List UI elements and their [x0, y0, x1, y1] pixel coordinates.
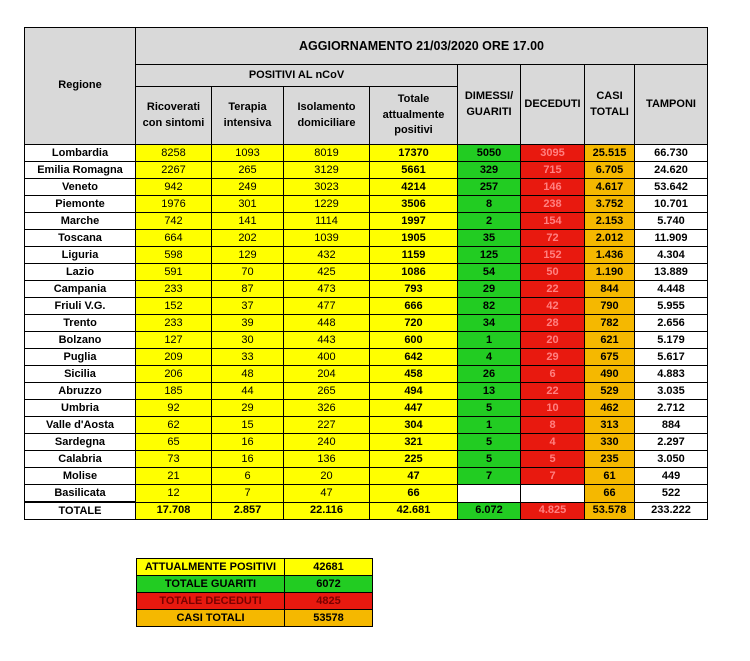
cell-deceduti: 4 — [521, 434, 585, 451]
cell-casi: 844 — [585, 281, 635, 298]
header-ricoverati: Ricoverati con sintomi — [136, 87, 212, 145]
summary-row — [137, 610, 373, 627]
table-row — [25, 281, 708, 298]
cell-regione: Marche — [25, 213, 136, 230]
cell-dimessi: 125 — [458, 247, 521, 264]
cell-terapia: 70 — [212, 264, 284, 281]
cell-casi: 782 — [585, 315, 635, 332]
cell-ricoverati: 127 — [136, 332, 212, 349]
summary-row — [137, 576, 373, 593]
cell-ricoverati: 942 — [136, 179, 212, 196]
cell-casi: 675 — [585, 349, 635, 366]
cell-ricoverati: 2267 — [136, 162, 212, 179]
cell-terapia: 37 — [212, 298, 284, 315]
cell-totale: 458 — [370, 366, 458, 383]
cell-deceduti — [521, 485, 585, 503]
cell-deceduti: 29 — [521, 349, 585, 366]
cell-ricoverati: 152 — [136, 298, 212, 315]
cell-casi: 1.190 — [585, 264, 635, 281]
cell-isolamento: 443 — [284, 332, 370, 349]
cell-isolamento: 400 — [284, 349, 370, 366]
cell-casi: 4.617 — [585, 179, 635, 196]
cell-dimessi: 54 — [458, 264, 521, 281]
cell-totale: 17370 — [370, 145, 458, 162]
cell-casi: 1.436 — [585, 247, 635, 264]
cell-dimessi: 26 — [458, 366, 521, 383]
cell-totale: 666 — [370, 298, 458, 315]
cell-casi: 529 — [585, 383, 635, 400]
cell-ricoverati: 598 — [136, 247, 212, 264]
cell-regione: Puglia — [25, 349, 136, 366]
cell-regione: Trento — [25, 315, 136, 332]
cell-tamponi: 4.304 — [635, 247, 708, 264]
cell-isolamento: 425 — [284, 264, 370, 281]
cell-deceduti: 5 — [521, 451, 585, 468]
cell-ricoverati: 742 — [136, 213, 212, 230]
cell-casi: 2.012 — [585, 230, 635, 247]
update-title: AGGIORNAMENTO 21/03/2020 ORE 17.00 — [136, 28, 708, 65]
table-row — [25, 468, 708, 485]
table-row — [25, 417, 708, 434]
cell-terapia: 16 — [212, 451, 284, 468]
header-dimessi: DIMESSI/ GUARITI — [458, 65, 521, 145]
table-row — [25, 179, 708, 196]
cell-tamponi: 10.701 — [635, 196, 708, 213]
cell-ricoverati: 233 — [136, 281, 212, 298]
cell-totale: 447 — [370, 400, 458, 417]
cell-ricoverati: 21 — [136, 468, 212, 485]
cell-regione: Umbria — [25, 400, 136, 417]
table-row — [25, 383, 708, 400]
cell-dimessi — [458, 485, 521, 503]
cell-casi: 66 — [585, 485, 635, 503]
cell-regione: Piemonte — [25, 196, 136, 213]
cell-terapia: 141 — [212, 213, 284, 230]
header-positivi-group: POSITIVI AL nCoV — [136, 65, 458, 87]
summary-label: TOTALE GUARITI — [137, 576, 285, 593]
cell-ricoverati: 8258 — [136, 145, 212, 162]
table-row — [25, 298, 708, 315]
cell-totale: 1086 — [370, 264, 458, 281]
cell-ricoverati: 62 — [136, 417, 212, 434]
cell-isolamento: 136 — [284, 451, 370, 468]
cell-isolamento: 432 — [284, 247, 370, 264]
cell-tamponi: 2.297 — [635, 434, 708, 451]
header-regione: Regione — [25, 28, 136, 145]
summary-value: 53578 — [285, 610, 373, 627]
cell-deceduti: 10 — [521, 400, 585, 417]
cell-casi: 3.752 — [585, 196, 635, 213]
cell-regione: Basilicata — [25, 485, 136, 503]
cell-isolamento: 3129 — [284, 162, 370, 179]
report-page — [24, 24, 730, 654]
cell-terapia: 87 — [212, 281, 284, 298]
cell-isolamento: 20 — [284, 468, 370, 485]
table-row — [25, 332, 708, 349]
cell-dimessi: 5 — [458, 451, 521, 468]
cell-tamponi: 5.179 — [635, 332, 708, 349]
cell-dimessi: 7 — [458, 468, 521, 485]
cell-totale: 1159 — [370, 247, 458, 264]
cell-totale: 4214 — [370, 179, 458, 196]
cell-dimessi: 2 — [458, 213, 521, 230]
cell-totale: 1997 — [370, 213, 458, 230]
cell-terapia: 29 — [212, 400, 284, 417]
cell-dimessi: 5 — [458, 400, 521, 417]
cell-terapia: 39 — [212, 315, 284, 332]
cell-casi: 462 — [585, 400, 635, 417]
table-row — [25, 366, 708, 383]
cell-deceduti: 6 — [521, 366, 585, 383]
cell-deceduti: 42 — [521, 298, 585, 315]
table-row — [25, 230, 708, 247]
total-ricoverati: 17.708 — [136, 502, 212, 520]
cell-deceduti: 152 — [521, 247, 585, 264]
table-row — [25, 196, 708, 213]
cell-deceduti: 72 — [521, 230, 585, 247]
cell-tamponi: 13.889 — [635, 264, 708, 281]
cell-deceduti: 154 — [521, 213, 585, 230]
cell-deceduti: 3095 — [521, 145, 585, 162]
cell-tamponi: 4.448 — [635, 281, 708, 298]
table-row — [25, 400, 708, 417]
cell-dimessi: 1 — [458, 332, 521, 349]
cell-isolamento: 204 — [284, 366, 370, 383]
total-casi: 53.578 — [585, 502, 635, 520]
cell-tamponi: 5.617 — [635, 349, 708, 366]
cell-casi: 61 — [585, 468, 635, 485]
cell-tamponi: 2.656 — [635, 315, 708, 332]
cell-dimessi: 4 — [458, 349, 521, 366]
cell-dimessi: 34 — [458, 315, 521, 332]
cell-casi: 2.153 — [585, 213, 635, 230]
cell-terapia: 301 — [212, 196, 284, 213]
cell-tamponi: 11.909 — [635, 230, 708, 247]
cell-tamponi: 2.712 — [635, 400, 708, 417]
cell-tamponi: 884 — [635, 417, 708, 434]
cell-terapia: 7 — [212, 485, 284, 503]
cell-terapia: 33 — [212, 349, 284, 366]
cell-terapia: 48 — [212, 366, 284, 383]
table-row — [25, 315, 708, 332]
cell-regione: Toscana — [25, 230, 136, 247]
cell-deceduti: 715 — [521, 162, 585, 179]
cell-regione: Liguria — [25, 247, 136, 264]
table-row — [25, 349, 708, 366]
cell-casi: 490 — [585, 366, 635, 383]
header-casi-totali: CASI TOTALI — [585, 65, 635, 145]
cell-isolamento: 265 — [284, 383, 370, 400]
total-positivi: 42.681 — [370, 502, 458, 520]
cell-isolamento: 477 — [284, 298, 370, 315]
cell-dimessi: 5050 — [458, 145, 521, 162]
cell-tamponi: 4.883 — [635, 366, 708, 383]
cell-deceduti: 22 — [521, 281, 585, 298]
table-row — [25, 145, 708, 162]
cell-casi: 235 — [585, 451, 635, 468]
cell-regione: Campania — [25, 281, 136, 298]
cell-regione: Bolzano — [25, 332, 136, 349]
cell-casi: 6.705 — [585, 162, 635, 179]
cell-deceduti: 50 — [521, 264, 585, 281]
cell-isolamento: 227 — [284, 417, 370, 434]
cell-isolamento: 448 — [284, 315, 370, 332]
cell-tamponi: 5.740 — [635, 213, 708, 230]
total-isolamento: 22.116 — [284, 502, 370, 520]
totals-row — [25, 502, 708, 520]
cell-isolamento: 8019 — [284, 145, 370, 162]
cell-ricoverati: 233 — [136, 315, 212, 332]
covid-regions-table — [24, 27, 708, 520]
cell-regione: Abruzzo — [25, 383, 136, 400]
cell-totale: 3506 — [370, 196, 458, 213]
cell-dimessi: 8 — [458, 196, 521, 213]
cell-regione: Sicilia — [25, 366, 136, 383]
cell-totale: 600 — [370, 332, 458, 349]
cell-deceduti: 238 — [521, 196, 585, 213]
cell-tamponi: 449 — [635, 468, 708, 485]
cell-deceduti: 7 — [521, 468, 585, 485]
cell-regione: Lazio — [25, 264, 136, 281]
header-tamponi: TAMPONI — [635, 65, 708, 145]
cell-isolamento: 47 — [284, 485, 370, 503]
cell-casi: 790 — [585, 298, 635, 315]
cell-ricoverati: 206 — [136, 366, 212, 383]
cell-ricoverati: 209 — [136, 349, 212, 366]
cell-regione: Valle d'Aosta — [25, 417, 136, 434]
cell-regione: Lombardia — [25, 145, 136, 162]
cell-regione: Molise — [25, 468, 136, 485]
cell-casi: 621 — [585, 332, 635, 349]
cell-deceduti: 146 — [521, 179, 585, 196]
cell-dimessi: 1 — [458, 417, 521, 434]
total-tamponi: 233.222 — [635, 502, 708, 520]
table-row — [25, 247, 708, 264]
cell-totale: 494 — [370, 383, 458, 400]
cell-tamponi: 5.955 — [635, 298, 708, 315]
header-totale-positivi: Totale attualmente positivi — [370, 87, 458, 145]
summary-table — [136, 558, 373, 627]
total-terapia: 2.857 — [212, 502, 284, 520]
cell-ricoverati: 591 — [136, 264, 212, 281]
cell-totale: 5661 — [370, 162, 458, 179]
cell-tamponi: 3.035 — [635, 383, 708, 400]
cell-totale: 66 — [370, 485, 458, 503]
cell-terapia: 129 — [212, 247, 284, 264]
cell-casi: 330 — [585, 434, 635, 451]
summary-value: 6072 — [285, 576, 373, 593]
cell-casi: 25.515 — [585, 145, 635, 162]
cell-totale: 642 — [370, 349, 458, 366]
cell-terapia: 249 — [212, 179, 284, 196]
totals-label: TOTALE — [25, 502, 136, 520]
table-row — [25, 451, 708, 468]
cell-totale: 793 — [370, 281, 458, 298]
cell-regione: Calabria — [25, 451, 136, 468]
cell-regione: Emilia Romagna — [25, 162, 136, 179]
cell-dimessi: 13 — [458, 383, 521, 400]
table-body — [25, 145, 708, 503]
cell-ricoverati: 664 — [136, 230, 212, 247]
cell-ricoverati: 185 — [136, 383, 212, 400]
cell-ricoverati: 1976 — [136, 196, 212, 213]
header-deceduti: DECEDUTI — [521, 65, 585, 145]
cell-terapia: 15 — [212, 417, 284, 434]
cell-tamponi: 522 — [635, 485, 708, 503]
cell-deceduti: 22 — [521, 383, 585, 400]
summary-label: TOTALE DECEDUTI — [137, 593, 285, 610]
total-dimessi: 6.072 — [458, 502, 521, 520]
cell-terapia: 265 — [212, 162, 284, 179]
cell-regione: Friuli V.G. — [25, 298, 136, 315]
total-deceduti: 4.825 — [521, 502, 585, 520]
cell-totale: 1905 — [370, 230, 458, 247]
cell-dimessi: 35 — [458, 230, 521, 247]
cell-ricoverati: 92 — [136, 400, 212, 417]
summary-row — [137, 559, 373, 576]
cell-dimessi: 257 — [458, 179, 521, 196]
cell-dimessi: 29 — [458, 281, 521, 298]
cell-isolamento: 326 — [284, 400, 370, 417]
cell-regione: Veneto — [25, 179, 136, 196]
cell-totale: 321 — [370, 434, 458, 451]
header-isolamento: Isolamento domiciliare — [284, 87, 370, 145]
cell-ricoverati: 65 — [136, 434, 212, 451]
table-row — [25, 264, 708, 281]
cell-tamponi: 53.642 — [635, 179, 708, 196]
cell-isolamento: 473 — [284, 281, 370, 298]
cell-terapia: 44 — [212, 383, 284, 400]
summary-label: ATTUALMENTE POSITIVI — [137, 559, 285, 576]
cell-deceduti: 8 — [521, 417, 585, 434]
cell-tamponi: 66.730 — [635, 145, 708, 162]
cell-totale: 304 — [370, 417, 458, 434]
header-terapia: Terapia intensiva — [212, 87, 284, 145]
table-row — [25, 485, 708, 503]
cell-regione: Sardegna — [25, 434, 136, 451]
cell-terapia: 30 — [212, 332, 284, 349]
cell-isolamento: 1229 — [284, 196, 370, 213]
summary-value: 42681 — [285, 559, 373, 576]
cell-totale: 47 — [370, 468, 458, 485]
table-row — [25, 162, 708, 179]
cell-terapia: 202 — [212, 230, 284, 247]
cell-ricoverati: 12 — [136, 485, 212, 503]
cell-isolamento: 1114 — [284, 213, 370, 230]
cell-dimessi: 82 — [458, 298, 521, 315]
cell-totale: 225 — [370, 451, 458, 468]
cell-deceduti: 20 — [521, 332, 585, 349]
cell-dimessi: 5 — [458, 434, 521, 451]
summary-row — [137, 593, 373, 610]
cell-ricoverati: 73 — [136, 451, 212, 468]
summary-value: 4825 — [285, 593, 373, 610]
cell-isolamento: 1039 — [284, 230, 370, 247]
cell-terapia: 1093 — [212, 145, 284, 162]
table-row — [25, 213, 708, 230]
summary-label: CASI TOTALI — [137, 610, 285, 627]
cell-totale: 720 — [370, 315, 458, 332]
cell-terapia: 16 — [212, 434, 284, 451]
cell-tamponi: 24.620 — [635, 162, 708, 179]
cell-isolamento: 240 — [284, 434, 370, 451]
cell-tamponi: 3.050 — [635, 451, 708, 468]
table-row — [25, 434, 708, 451]
cell-casi: 313 — [585, 417, 635, 434]
cell-dimessi: 329 — [458, 162, 521, 179]
cell-isolamento: 3023 — [284, 179, 370, 196]
cell-terapia: 6 — [212, 468, 284, 485]
cell-deceduti: 28 — [521, 315, 585, 332]
